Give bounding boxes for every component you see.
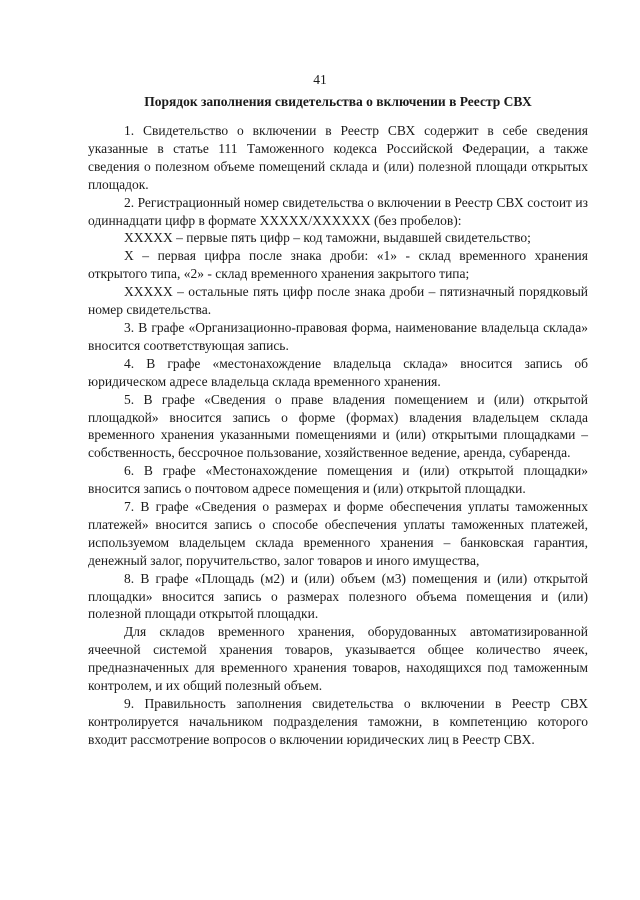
paragraph-8-note: Для складов временного хранения, оборудованных автоматизированной ячеечной системой хранения товаров, указывается общее количество ячеек, предназначенных для временного хранения товаров, находящихся под таможенным контролем, и их общий полезный объем. [88,624,588,694]
paragraph-5: 5. В графе «Сведения о праве владения помещением и (или) открытой площадкой» вносится запись о форме (формах) владения владельцем склада временного хранения указанными помещениями и (или) открытыми площадками – собственность, бессрочное пользование, хозяйственное ведение, аренда, субаренда. [88,391,588,461]
page-number: 41 [313,72,327,87]
paragraph-7: 7. В графе «Сведения о размерах и форме обеспечения уплаты таможенных платежей» вносится запись о способе обеспечения уплаты таможенных платежей, используемом владельцем склада временного хранения – банковская гарантия, денежный залог, поручительство, залог товаров и иного имущества, [88,499,588,568]
paragraph-4: 4. В графе «местонахождение владельца склада» вносится запись об юридическом адресе владельца склада временного хранения. [88,355,588,389]
paragraph-2-serial-part: ХХХХХ – остальные пять цифр после знака дроби – пятизначный порядковый номер свидетельства. [88,284,588,318]
paragraph-6: 6. В графе «Местонахождение помещения и (или) открытой площадки» вносится запись о почтовом адресе помещения и (или) открытой площадки. [88,463,588,497]
document-body [88,122,588,749]
paragraph-8: 8. В графе «Площадь (м2) и (или) объем (м3) помещения и (или) открытой площадки» вносится запись о размерах полезного объема помещения и (или) полезной площади открытой площадки. [88,570,588,622]
document-title: Порядок заполнения свидетельства о включении в Реестр СВХ [144,94,532,109]
paragraph-2: 2. Регистрационный номер свидетельства о включении в Реестр СВХ состоит из одиннадцати цифр в формате ХХХХХ/ХХХХХХ (без пробелов): [88,194,588,228]
paragraph-1: 1. Свидетельство о включении в Реестр СВХ содержит в себе сведения указанные в статье 111 Таможенного кодекса Российской Федерации, а также сведения о полезном объеме помещений склада и (или) полезной площади открытых площадок. [88,123,588,192]
paragraph-3: 3. В графе «Организационно-правовая форма, наименование владельца склада» вносится соответствующая запись. [88,319,588,353]
paragraph-2-code-part: ХХХХХ – первые пять цифр – код таможни, выдавшей свидетельство; [124,230,531,246]
paragraph-2-type-digit: Х – первая цифра после знака дроби: «1» - склад временного хранения открытого типа, «2» - склад временного хранения закрытого типа; [88,248,588,282]
paragraph-9: 9. Правильность заполнения свидетельства о включении в Реестр СВХ контролируется начальником подразделения таможни, в компетенцию которого входит рассмотрение вопросов о включении юридических лиц в Реестр СВХ. [88,696,588,747]
